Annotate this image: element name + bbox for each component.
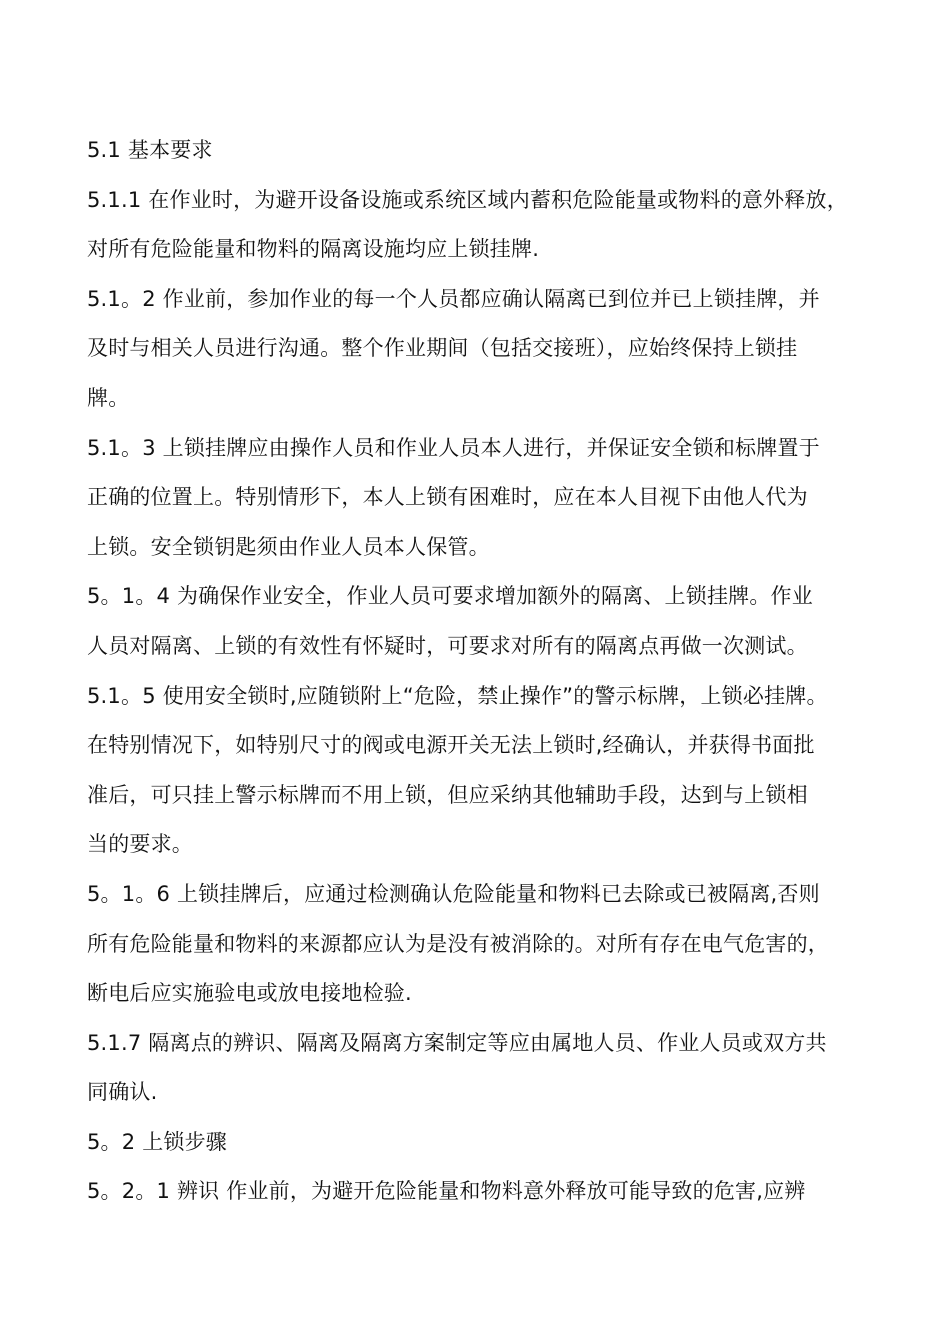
paragraph-5-1-2-line-1: 5.1。2 作业前，参加作业的每一个人员都应确认隔离已到位并已上锁挂牌，并 <box>87 286 820 311</box>
paragraph-5-1-5-line-2: 在特别情况下，如特别尺寸的阀或电源开关无法上锁时,经确认，并获得书面批 <box>87 733 815 758</box>
paragraph-5-1-6-line-3: 断电后应实施验电或放电接地检验. <box>87 981 412 1006</box>
paragraph-5-1-7-line-2: 同确认. <box>87 1080 158 1105</box>
paragraph-5-1-1-line-1: 5.1.1 在作业时，为避开设备设施或系统区域内蓄积危险能量或物料的意外释放， <box>87 187 848 212</box>
paragraph-5-1-2-line-2: 及时与相关人员进行沟通。整个作业期间（包括交接班），应始终保持上锁挂 <box>87 336 798 361</box>
paragraph-5-1-1-line-2: 对所有危险能量和物料的隔离设施均应上锁挂牌. <box>87 237 540 262</box>
section-heading-5-2: 5。2 上锁步骤 <box>87 1129 227 1154</box>
paragraph-5-1-4-line-2: 人员对隔离、上锁的有效性有怀疑时，可要求对所有的隔离点再做一次测试。 <box>87 633 808 658</box>
paragraph-5-1-5-line-3: 准后，可只挂上警示标牌而不用上锁，但应采纳其他辅助手段，达到与上锁相 <box>87 782 808 807</box>
paragraph-5-1-3-line-3: 上锁。安全锁钥匙须由作业人员本人保管。 <box>87 534 490 559</box>
paragraph-5-1-2-line-3: 牌。 <box>87 385 130 410</box>
paragraph-5-1-3-line-2: 正确的位置上。特别情形下，本人上锁有困难时，应在本人目视下由他人代为 <box>87 485 808 510</box>
paragraph-5-1-5-line-4: 当的要求。 <box>87 832 193 857</box>
paragraph-5-1-3-line-1: 5.1。3 上锁挂牌应由操作人员和作业人员本人进行，并保证安全锁和标牌置于 <box>87 435 820 460</box>
section-heading-5-1: 5.1 基本要求 <box>87 138 213 162</box>
paragraph-5-1-6-line-1: 5。1。6 上锁挂牌后，应通过检测确认危险能量和物料已去除或已被隔离,否则 <box>87 881 820 906</box>
paragraph-5-1-7-line-1: 5.1.7 隔离点的辨识、隔离及隔离方案制定等应由属地人员、作业人员或双方共 <box>87 1030 827 1055</box>
paragraph-5-1-4-line-1: 5。1。4 为确保作业安全，作业人员可要求增加额外的隔离、上锁挂牌。作业 <box>87 584 813 609</box>
paragraph-5-1-5-line-1: 5.1。5 使用安全锁时,应随锁附上“危险，禁止操作”的警示标牌，上锁必挂牌。 <box>87 683 828 708</box>
document-body <box>87 126 877 1217</box>
paragraph-5-1-6-line-2: 所有危险能量和物料的来源都应认为是没有被消除的。对所有存在电气危害的， <box>87 931 829 956</box>
paragraph-5-2-1-line-1: 5。2。1 辨识 作业前，为避开危险能量和物料意外释放可能导致的危害,应辨 <box>87 1179 806 1204</box>
